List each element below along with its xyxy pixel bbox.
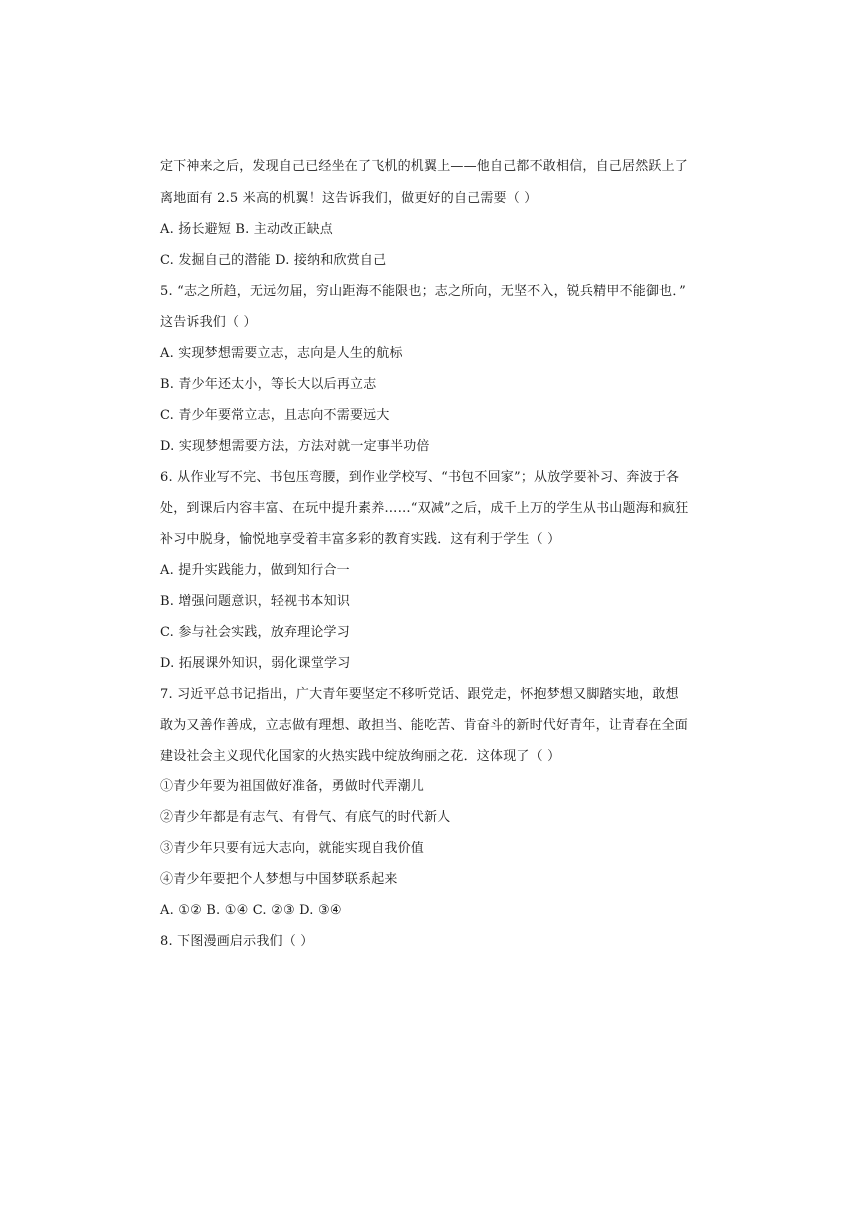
q7-text-line-2: 敢为又善作善成，立志做有理想、敢担当、能吃苦、肯奋斗的新时代好青年，让青春在全面 <box>160 718 689 733</box>
q8-text-line-1: 8. 下图漫画启示我们（ ） <box>160 934 314 949</box>
q5-option-b: B. 青少年还太小，等长大以后再立志 <box>160 377 377 392</box>
q5-option-d: D. 实现梦想需要方法，方法对就一定事半功倍 <box>160 439 430 454</box>
q7-statement-1: ①青少年要为祖国做好准备，勇做时代弄潮儿 <box>160 779 425 794</box>
q4-text-line-2: 离地面有 2.5 米高的机翼！这告诉我们，做更好的自己需要（ ） <box>160 191 538 206</box>
q7-statement-3: ③青少年只要有远大志向，就能实现自我价值 <box>160 841 425 856</box>
q6-option-a: A. 提升实践能力，做到知行合一 <box>160 563 350 578</box>
q6-option-b: B. 增强问题意识，轻视书本知识 <box>160 594 351 609</box>
q6-text-line-3: 补习中脱身，愉悦地享受着丰富多彩的教育实践．这有利于学生（ ） <box>160 532 561 547</box>
q6-option-c: C. 参与社会实践，放弃理论学习 <box>160 625 350 640</box>
q6-text-line-2: 处，到课后内容丰富、在玩中提升素养……“双减”之后，成千上万的学生从书山题海和疯狂 <box>160 501 689 516</box>
q7-options: A. ①② B. ①④ C. ②③ D. ③④ <box>160 903 342 918</box>
q6-text-line-1: 6. 从作业写不完、书包压弯腰，到作业学校写、“书包不回家”；从放学要补习、奔波于各 <box>160 470 680 485</box>
q5-option-c: C. 青少年要常立志，且志向不需要远大 <box>160 408 390 423</box>
q4-text-line-1: 定下神来之后，发现自己已经坐在了飞机的机翼上——他自己都不敢相信，自己居然跃上了 <box>160 159 689 174</box>
q7-text-line-1: 7. 习近平总书记指出，广大青年要坚定不移听党话、跟党走，怀抱梦想又脚踏实地，敢想 <box>160 687 679 702</box>
q6-option-d: D. 拓展课外知识，弱化课堂学习 <box>160 656 351 671</box>
q5-text-line-1: 5. “志之所趋，无远勿届，穷山距海不能限也；志之所向，无坚不入，锐兵精甲不能御也．” <box>160 284 686 299</box>
q7-statement-2: ②青少年都是有志气、有骨气、有底气的时代新人 <box>160 810 451 825</box>
q7-text-line-3: 建设社会主义现代化国家的火热实践中绽放绚丽之花．这体现了（ ） <box>160 749 561 764</box>
q4-options-ab: A. 扬长避短 B. 主动改正缺点 <box>160 222 334 237</box>
q4-options-cd: C. 发掘自己的潜能 D. 接纳和欣赏自己 <box>160 253 387 268</box>
q5-text-line-2: 这告诉我们（ ） <box>160 315 257 330</box>
q7-statement-4: ④青少年要把个人梦想与中国梦联系起来 <box>160 872 398 887</box>
q5-option-a: A. 实现梦想需要立志，志向是人生的航标 <box>160 346 403 361</box>
